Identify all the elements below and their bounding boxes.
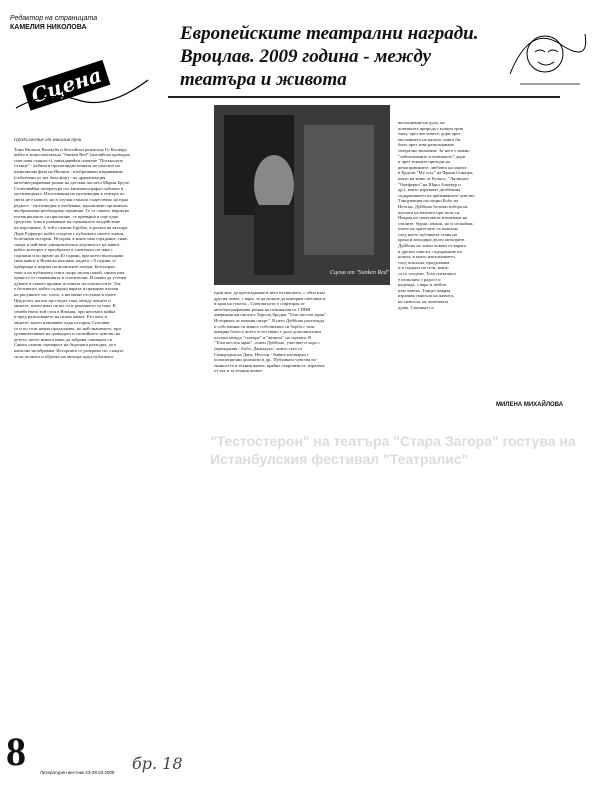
text-line: от тях и за техния живот. <box>214 368 263 374</box>
text-line: и собствения си живот, собствената си борба с тази <box>214 323 315 329</box>
text-line: редкост - мултимедия в очебевяна, вдъхновено органична, <box>14 202 129 208</box>
text-line: Накрая на спектакъла изпитване на <box>398 215 468 221</box>
text-line: въплъщение на духа, на <box>398 120 445 125</box>
text-line: Самородни на Даун, Нелсон - бивша клошарка с <box>214 351 309 357</box>
column-1-text <box>14 147 204 360</box>
text-line: американски писател Харолд Бродки "Този жесток мрак". <box>214 312 328 318</box>
text-line: детето, което никога няма да забрави сънищата си. <box>14 336 114 342</box>
text-line: Дерк Руфмурт, който споделя с публиката своите лични, <box>14 230 125 236</box>
bleed-through-heading: "Тестостерон" на театъра "Стара Загора" гостува на Истанбулския фестивал "Театралис" <box>210 433 576 467</box>
text-line: който актьорът е преобразил в спектакъл по-жив с <box>14 247 113 253</box>
handwritten-issue-note: бр. 18 <box>132 754 183 773</box>
text-line: човешката природа с нощен трик <box>398 125 464 131</box>
author-signature: МИЛЕНА МИХАЙЛОВА <box>496 402 564 408</box>
text-line: Историята за мокния смърт". В него Дуйбоно разглежда <box>214 317 325 323</box>
text-line: е белгиецът, който съдържа вярата и прекарва пътеки <box>14 286 119 292</box>
text-line: семейството той стои в Япония, при неговата майка <box>14 308 116 314</box>
text-line: театрално вълнение. За него е важно <box>398 147 470 153</box>
text-line: очите на зрителите са плакали, <box>398 226 459 232</box>
text-line: нощта, в която изпълнението, <box>398 254 456 260</box>
text-line: са го гледали. Този спектакъл <box>398 271 456 277</box>
text-line: психиатрични диагнози и др.. Публиката чувства ис- <box>214 357 318 363</box>
text-line: др.), които изразяват дълбочина <box>398 187 461 193</box>
text-line: било чрез това разпознаваме <box>398 142 455 148</box>
text-line: Нелсън, Дуйбоно бележи избора на <box>398 203 468 209</box>
text-line: се и по този начин продължава, по най-значимото, при <box>14 325 121 331</box>
text-line: автобиографичния роман на датския писател Марин Бруче. <box>14 180 131 186</box>
article-column-1 <box>14 138 204 744</box>
text-line: крака и аплодира дълго актьорите. <box>398 237 466 243</box>
text-line: мълчанието на цялото, както би <box>398 136 461 142</box>
text-line: и в сърцата на тези, които <box>398 265 449 271</box>
text-line: Танцуващия последно Бобо на <box>398 198 458 204</box>
text-line: стилите: бурни, мъчни, но и спокойни, <box>398 220 474 226</box>
text-line: своя живот в Японска колония, където с 8 години се <box>14 258 116 264</box>
text-line: душа. Спасяват се. <box>398 304 435 310</box>
section-logo <box>8 30 158 140</box>
text-line: думите в самата прояват истината на опасностите. Тоя <box>14 280 121 286</box>
text-line: в дръзки смисъл, съдържание на <box>398 248 462 254</box>
text-line: на смисъла, на човешката <box>398 299 449 304</box>
text-line: Тони Вилмоц Вилмуйа и белгийски режисьор Го Касиеру, <box>14 146 128 152</box>
text-line: "Този жесток мрак", освен Дуйбоно, участват и хора с <box>214 340 320 346</box>
text-line: другия човек, с вяра, за да можем да намерим светлина и <box>214 295 326 301</box>
text-line: след поклона, продължава <box>398 259 450 265</box>
section-logo-text: Сцена <box>28 62 105 108</box>
text-line: това и на публиката стига скоро пълен покой, сякаш има <box>14 269 125 275</box>
text-line: "забележимите в човешкото" дори <box>398 153 466 159</box>
text-line: Съчетавайки литература със кинематографа/слобично в <box>14 185 124 191</box>
text-line: на персонажа. А той е самият Бруйче, в ролята на актьора <box>14 224 128 230</box>
text-line: мъжете, които имат пътят си и решението за това. В <box>14 303 116 309</box>
text-line: в края на тунела... Спектакълът е стартиран от <box>214 301 305 307</box>
text-line: на рисунките със злото, а неговият отстъпва в очите. <box>14 292 118 298</box>
text-line: Сякаш самият сценарист на бъдещата разходка, да е <box>14 342 116 348</box>
text-line: мултимедията. Използвания на мултимедия в театъра по <box>14 191 125 197</box>
text-line: превръща в жертва на японските лагери. Безспорно <box>14 264 115 270</box>
text-line: който в моноспектакъла "Sunken Red" (английска преводна <box>14 152 130 158</box>
text-line: напълно незабравим. Историята се разкрива със същата <box>14 347 124 353</box>
performance-photo <box>214 105 390 285</box>
editor-label: Редактор на страницата <box>10 15 98 22</box>
text-line: и чрез тежките преходи на <box>398 159 450 165</box>
page-number: 8 <box>6 729 26 774</box>
text-line: и пред разкъсването на целия живот. Ето като и <box>14 314 107 320</box>
photo-caption: Сцена от "Sunken Red" <box>330 270 390 276</box>
text-line: тинността в техния живот, крайна откровеност, изразена <box>214 362 325 368</box>
text-line: ценност от очакванията и спасителни. И начин да усетим <box>14 275 127 281</box>
text-line: смърт и най-вече унищожителна ледовитост на живот <box>14 241 120 247</box>
text-line: изразява смисъла на живота, <box>398 293 455 299</box>
text-line: света не е новост, но в случая станала съществено на една <box>14 196 128 202</box>
text-line: автобиографичния роман на починалия от СПИН <box>214 306 311 312</box>
text-line: посоки между "театъра" и "живота" на сцената. В <box>214 334 312 340</box>
text-line: средство, това в развиване на сценичното въздействие <box>14 219 121 225</box>
column-3-text <box>398 120 576 310</box>
text-line: която на живо от Ксенос, "Лялицата <box>398 175 469 181</box>
text-line: болезнени истории. История, в която има страдание, гняв, <box>14 236 128 242</box>
text-line: след което публиката стана на <box>398 231 457 237</box>
photo-figure <box>214 105 390 285</box>
text-line: (съблечени от тях бяла фон) - по драматизация <box>14 174 106 180</box>
text-line: потенциалното си прилагане, се превърна в още едно <box>14 213 119 219</box>
text-line: непоправимите; любовта на хората <box>398 164 467 170</box>
text-line: Дуйбоно не лиши човека от вярата <box>398 243 467 249</box>
text-line: съдържанието на преживяното чувство. <box>398 192 476 198</box>
editor-name: КАМЕЛИЯ НИКОЛОВА <box>10 24 87 31</box>
text-line: смислова същност), завладявайки понятие "Потъналото <box>14 157 124 163</box>
text-line: "Онеферно" на Шарл Азнавур и <box>398 181 461 187</box>
decorative-masks-icon <box>500 14 590 94</box>
text-line: слънце" - кабина в пропагандистичната на ужасите на <box>14 163 120 169</box>
text-line: куклата на мечтата при пътя си. <box>398 209 461 215</box>
text-line: национална фаза на Японии - изобразяващ изкривяване <box>14 168 123 174</box>
text-line: мъжете, които изживяват една история. Спасяват <box>14 320 110 325</box>
column-2-text <box>214 290 390 374</box>
article-subhead: Продължение от миналия брой <box>14 138 82 143</box>
text-line: в Ердели "My way" на Франк Синатра, <box>398 170 474 176</box>
text-line: е изпълнен с радост и <box>398 276 441 282</box>
article-column-3 <box>398 120 576 400</box>
text-line: коварна болест, което естествено е дало допълнителни <box>214 329 321 335</box>
text-line: към човека. Танцът накрая <box>398 287 451 293</box>
text-line: Предстои, когато ще гледат така, между жените и <box>14 297 111 303</box>
text-line: увреждания - Бобо, Джанлука - които сега се <box>214 345 302 351</box>
text-line: един миг, да пресъздаване в него истинското, с обич към <box>214 290 325 295</box>
text-line: сила, колкото и образът на актьора пред публиката. <box>14 353 115 359</box>
page-title: Европейските театрални награди. Вроцлав. 2009 година - между театъра и живота <box>180 23 479 90</box>
text-line: уравновесяване на грамадата и спокойното чувство на <box>14 331 121 337</box>
text-line: въображаема необходима сценична. Те са самата, вероятно <box>14 208 130 214</box>
text-line: надежда, с вяра и любов <box>398 282 446 288</box>
text-line: годишни и по време на 40 години, при което въплъщава <box>14 252 124 258</box>
title-rule <box>168 96 560 98</box>
article-column-2 <box>214 290 390 410</box>
text-line: танц, чрез жестовете, дори чрез <box>398 131 461 137</box>
publication-footer: Литературен вестник 23-29.03.2009 <box>40 770 115 775</box>
